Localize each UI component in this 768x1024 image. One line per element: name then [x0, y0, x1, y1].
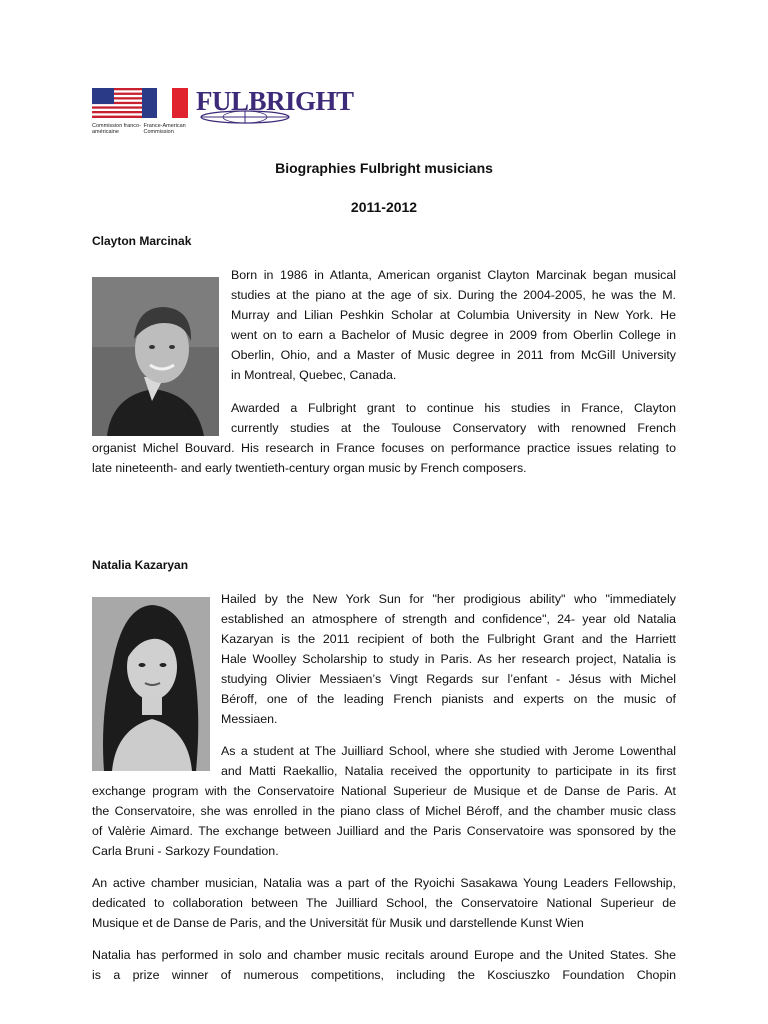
- natalia-paragraph-4: [92, 945, 676, 985]
- text-line: Carla Bruni - Sarkozy Foundation.: [92, 844, 279, 858]
- text-line: in Montreal, Quebec, Canada.: [231, 368, 397, 382]
- text-line: As a student at The Juilliard School, where she studied with Jerome Lowenthal: [221, 744, 676, 758]
- text-line: organist Michel Bouvard. His research in France focuses on performance practice issues relating to: [92, 441, 676, 455]
- document-year: 2011-2012: [350, 199, 418, 215]
- text-line: studies at the piano at the age of six. During the 2004-2005, he was the M.: [231, 288, 676, 302]
- text-line: Murray and Lilian Peshkin Scholar at Columbia University in New York. He: [231, 308, 676, 322]
- text-line: Born in 1986 in Atlanta, American organist Clayton Marcinak began musical: [231, 268, 676, 282]
- fulbright-logo: [92, 86, 354, 140]
- natalia-paragraph-3: [92, 873, 676, 933]
- natalia-paragraph-1: [221, 589, 676, 729]
- text-line: Béroff, one of the leading French pianists and experts on the music of: [221, 692, 676, 706]
- natalia-paragraph-2-side: [221, 741, 676, 781]
- text-line: went on to earn a Bachelor of Music degree in 2009 from Oberlin College in: [231, 328, 676, 342]
- text-line: Musique et de Danse de Paris, and the Universität für Musik und darstellende Kunst Wien: [92, 916, 584, 930]
- globe-lines-icon: [198, 110, 292, 124]
- commission-en: France-American Commission: [143, 123, 186, 135]
- text-line: of Valèrie Aimard. The exchange between Juilliard and the Paris Conservatoire was sponsored by the: [92, 824, 676, 838]
- portrait-woman-icon: [92, 597, 210, 771]
- text-line: Kazaryan is the 2011 recipient of both the Fulbright Grant and the Harriett: [221, 632, 676, 646]
- text-line: exchange program with the Conservatoire National Superieur de Musique et de Danse de Paris. At: [92, 784, 676, 798]
- text-line: Awarded a Fulbright grant to continue his studies in France, Clayton: [231, 401, 676, 415]
- person-name-natalia: Natalia Kazaryan: [92, 558, 189, 572]
- photo-natalia-kazaryan: [92, 597, 210, 771]
- text-line: and Matti Raekallio, Natalia received the opportunity to participate in its first: [221, 764, 676, 778]
- fulbright-wordmark: FULBRIGHT: [196, 86, 354, 116]
- text-line: Hailed by the New York Sun for "her prodigious ability" who "immediately: [221, 592, 676, 606]
- photo-clayton-marcinak: [92, 277, 219, 436]
- document-title: Biographies Fulbright musicians: [275, 160, 493, 176]
- clayton-paragraph-2-full: [92, 438, 676, 478]
- text-line: currently studies at the Toulouse Conservatory with renowned French: [231, 421, 676, 435]
- clayton-paragraph-2-side: [231, 398, 676, 438]
- natalia-paragraph-2-full: [92, 781, 676, 861]
- text-line: Natalia has performed in solo and chamber music recitals around Europe and the United States. She: [92, 948, 676, 962]
- commission-fr: Commission franco-américaine: [92, 123, 141, 135]
- commission-caption: [92, 123, 202, 135]
- text-line: the Conservatoire, she was enrolled in the piano class of Michel Béroff, and the chamber music class: [92, 804, 676, 818]
- text-line: dedicated to collaboration between The Juilliard School, the Conservatoire National Superieur de: [92, 896, 676, 910]
- clayton-paragraph-1: [231, 265, 676, 385]
- portrait-man-icon: [92, 277, 219, 436]
- text-line: established an atmosphere of strength and confidence", 24- year old Natalia: [221, 612, 676, 626]
- text-line: Oberlin, Ohio, and a Master of Music degree in 2011 from McGill University: [231, 348, 676, 362]
- text-line: studying Olivier Messiaen’s Vingt Regards sur l’enfant - Jésus with Michel: [221, 672, 676, 686]
- us-france-flags-icon: [92, 88, 188, 120]
- person-name-clayton: Clayton Marcinak: [92, 234, 192, 248]
- text-line: An active chamber musician, Natalia was a part of the Ryoichi Sasakawa Young Leaders Fellowship,: [92, 876, 676, 890]
- text-line: is a prize winner of numerous competitions, including the Kosciuszko Foundation Chopin: [92, 968, 676, 982]
- text-line: Hale Woolley Scholarship to study in Paris. As her research project, Natalia is: [221, 652, 676, 666]
- text-line: Messiaen.: [221, 712, 278, 726]
- text-line: late nineteenth- and early twentieth-century organ music by French composers.: [92, 461, 527, 475]
